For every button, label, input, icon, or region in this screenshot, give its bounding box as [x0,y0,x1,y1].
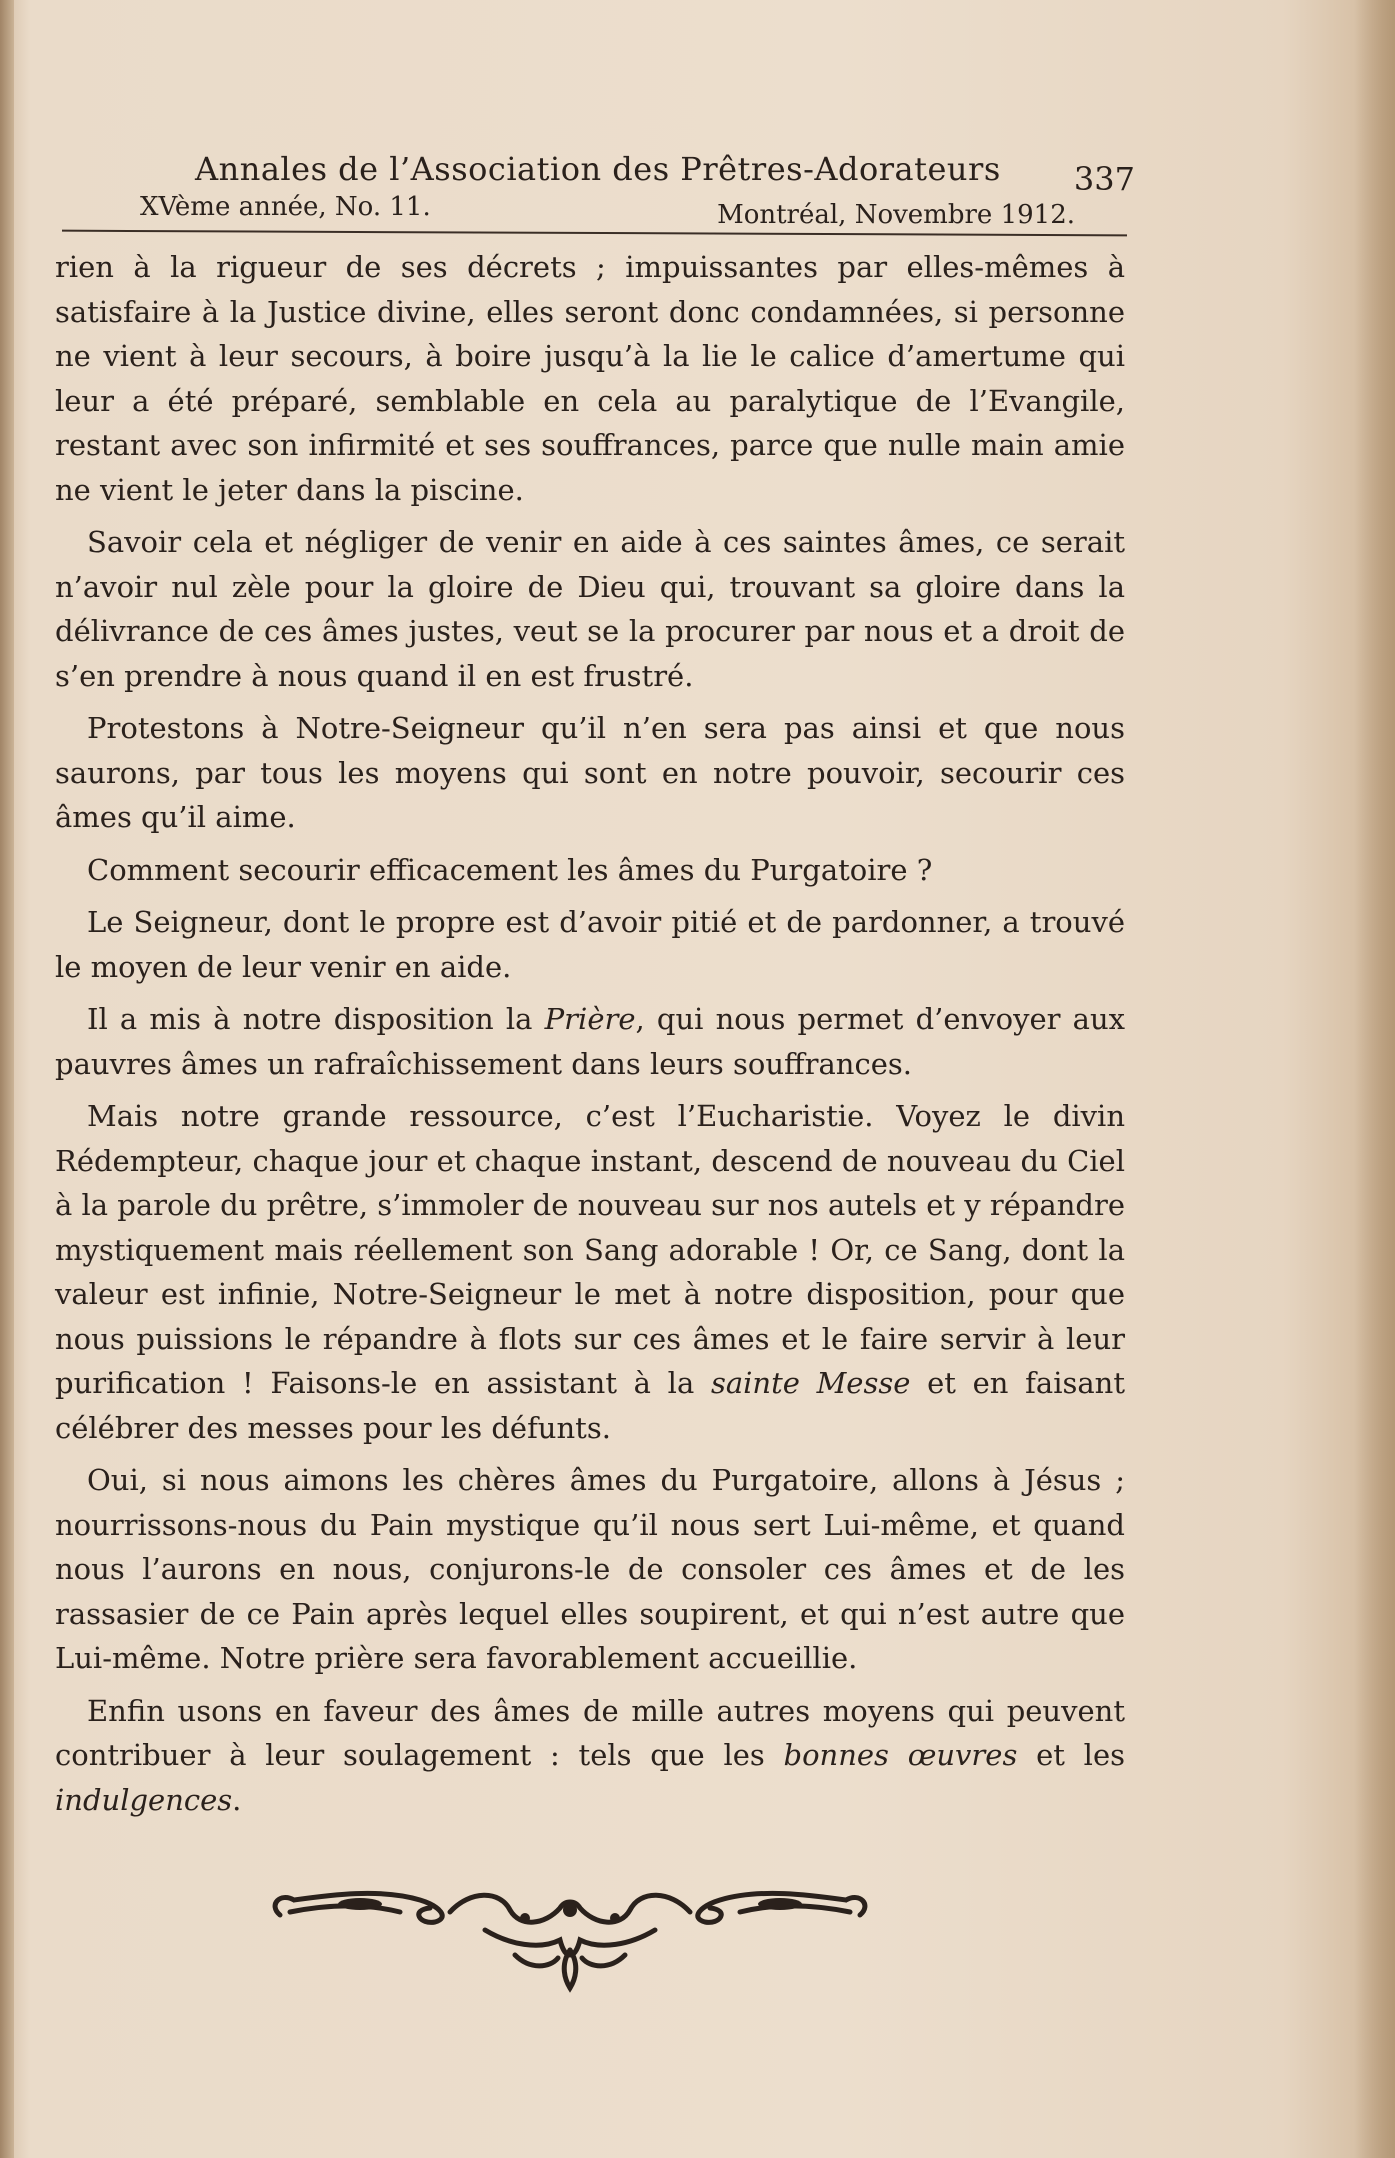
book-spine-edge [0,0,14,2158]
paragraph-9 [55,1689,1125,1823]
journal-title: Annales de l’Association des Prêtres-Adorateurs [195,150,1001,188]
paragraph-3: Protestons à Notre-Seigneur qu’il n’en sera pas ainsi et que nous saurons, par tous les moyens qui sont en notre pouvoir, secourir ces âmes qu’il aime. [55,711,1125,834]
paragraph-4: Comment secourir efficacement les âmes du Purgatoire ? [87,852,933,887]
paragraph-7-text-a: Mais notre grande ressource, c’est l’Eucharistie. Voyez le divin Rédempteur, chaque jour et chaque instant, descend de nouveau du Ciel à la parole du prêtre, s’immoler de nouveau sur nos autels et y répandre mystiquement mais réellement son Sang adorable ! Or, ce Sang, dont la valeur est infinie, Notre-Seigneur le met à notre disposition, pour que nous puissions le répandre à flots sur ces âmes et le faire servir à leur purification ! Faisons-le en assistant à la [55,1099,1125,1400]
paragraph-6 [55,997,1125,1086]
issue-number: XVème année, No. 11. [140,192,431,222]
scroll-flourish-ornament-icon [260,1870,880,2000]
running-header [65,150,1135,230]
paragraph-6-italic: Prière [544,1002,636,1036]
paragraph-9-text-c: . [232,1782,242,1817]
paragraph-5: Le Seigneur, dont le propre est d’avoir pitié et de pardonner, a trouvé le moyen de leur venir en aide. [55,905,1125,984]
paragraph-8: Oui, si nous aimons les chères âmes du Purgatoire, allons à Jésus ; nourrissons-nous du Pain mystique qu’il nous sert Lui-même, et quand nous l’aurons en nous, conjurons-le de consoler ces âmes et de les rassasier de ce Pain après lequel elles soupirent, et qui n’est autre que Lui-même. Notre prière sera favorablement accueillie. [55,1463,1125,1675]
paragraph-9-italic-b: indulgences [55,1782,233,1817]
paragraph-7-text-b: et en faisant célébrer des messes pour les défunts. [55,1366,1125,1445]
paragraph-7-italic: sainte Messe [710,1366,911,1400]
paragraph-1: rien à la rigueur de ses décrets ; impuissantes par elles-mêmes à satisfaire à la Justice divine, elles seront donc condamnées, si personne ne vient à leur secours, à boire jusqu’à la lie le calice d’amertume qui leur a été préparé, semblable en cela au paralytique de l’Evangile, restant avec son infirmité et ses souffrances, parce que nulle main amie ne vient le jeter dans la piscine. [55,250,1125,507]
paragraph-6-text-b: , qui nous permet d’envoyer aux pauvres âmes un rafraîchissement dans leurs souffrances. [55,1002,1126,1081]
paragraph-7 [55,1094,1125,1450]
page-edge-shadow [1355,0,1395,2158]
paragraph-9-text-a: Enfin usons en faveur des âmes de mille autres moyens qui peuvent contribuer à leur soulagement : tels que les [55,1693,1125,1772]
place-date: Montréal, Novembre 1912. [717,200,1075,230]
paragraph-9-italic-a: bonnes œuvres [783,1738,1018,1772]
page-number: 337 [1073,160,1135,198]
article-body [55,245,1125,1830]
paragraph-2: Savoir cela et négliger de venir en aide à ces saintes âmes, ce serait n’avoir nul zèle pour la gloire de Dieu qui, trouvant sa gloire dans la délivrance de ces âmes justes, veut se la procurer par nous et a droit de s’en prendre à nous quand il en est frustré. [55,525,1125,693]
paragraph-6-text-a: Il a mis à notre disposition la [87,1002,545,1036]
paragraph-9-text-b: et les [1017,1738,1125,1772]
